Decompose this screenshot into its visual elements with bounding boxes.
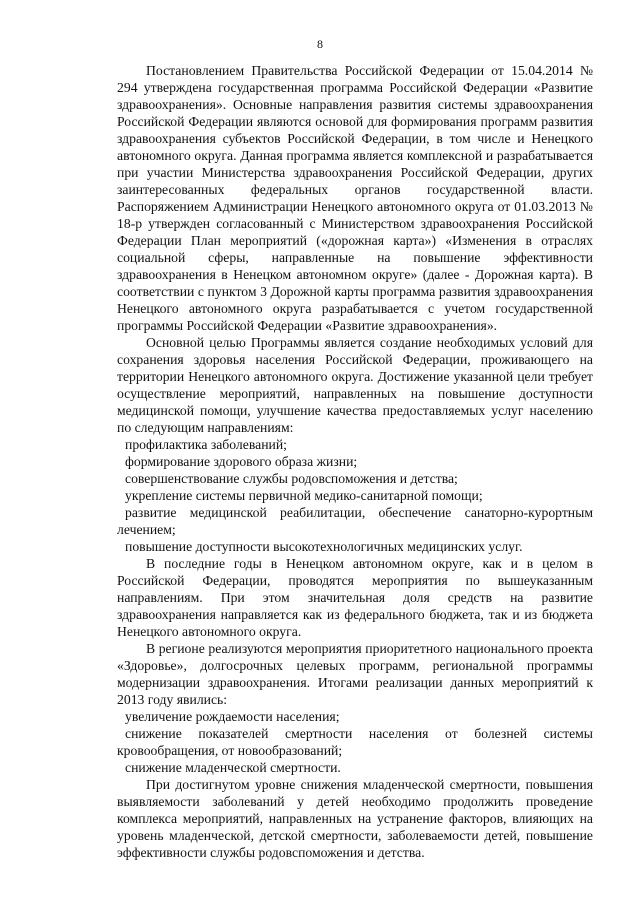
page-body [117,62,593,861]
list-item: формирование здорового образа жизни; [125,454,358,469]
list-item: увеличение рождаемости населения; [125,709,340,724]
list-item: снижение младенческой смертности. [125,760,341,775]
paragraph-final: При достигнутом уровне снижения младенческой смертности, повышения выявляемости заболеваний у детей необходимо продолжить проведение комплекса мероприятий, направленных на устранение факторов, влияющих на уровень младенческой, детской смертности, заболеваемости детей, повышение эффективности службы родовспоможения и детства. [117,777,593,860]
list-item: повышение доступности высокотехнологичных медицинских услуг. [125,539,523,554]
list-item: снижение показателей смертности населения от болезней системы кровообращения, от новообразований; [117,726,593,758]
list-item: профилактика заболеваний; [125,437,287,452]
list-item: укрепление системы первичной медико-санитарной помощи; [125,488,483,503]
list-item: совершенствование службы родовспоможения и детства; [125,471,458,486]
list-item: развитие медицинской реабилитации, обеспечение санаторно-курортным лечением; [117,505,593,537]
paragraph-region-measures: В регионе реализуются мероприятия приоритетного национального проекта «Здоровье», долгосрочных целевых программ, региональной программы модернизации здравоохранения. Итогами реализации данных мероприятий к 2013 году явились: [117,641,593,707]
paragraph-program-goal: Основной целью Программы является создание необходимых условий для сохранения здоровья населения Российской Федерации, проживающего на территории Ненецкого автономного округа. Достижение указанной цели требует осуществление мероприятий, направленных на повышение доступности медицинской помощи, улучшение качества предоставляемых услуг населению по следующим направлениям: [117,335,593,435]
paragraph-program-basis: Постановлением Правительства Российской Федерации от 15.04.2014 № 294 утверждена государственная программа Российской Федерации «Развитие здравоохранения». Основные направления развития системы здравоохранения Российской Федерации являются основой для формирования программ развития здравоохранения субъектов Российской Федерации, в том числе и Ненецкого автономного округа. Данная программа является комплексной и разрабатывается при участии Министерства здравоохранения Российской Федерации, других заинтересованных федеральных органов государственной власти. Распоряжением Администрации Ненецкого автономного округа от 01.03.2013 № 18-р утвержден согласованный с Министерством здравоохранения Российской Федерации План мероприятий («дорожная карта») «Изменения в отраслях социальной сферы, направленные на повышение эффективности здравоохранения в Ненецком автономном округе» (далее - Дорожная карта). В соответствии с пунктом 3 Дорожной карты программа развития здравоохранения Ненецкого автономного округа разрабатывается с учетом государственной программы Российской Федерации «Развитие здравоохранения». [117,63,593,333]
paragraph-recent-years: В последние годы в Ненецком автономном округе, как и в целом в Российской Федерации, проводятся мероприятия по вышеуказанным направлениям. При этом значительная доля средств на развитие здравоохранения направляется как из федерального бюджета, так и из бюджета Ненецкого автономного округа. [117,556,593,639]
page-number: 8 [317,37,323,51]
